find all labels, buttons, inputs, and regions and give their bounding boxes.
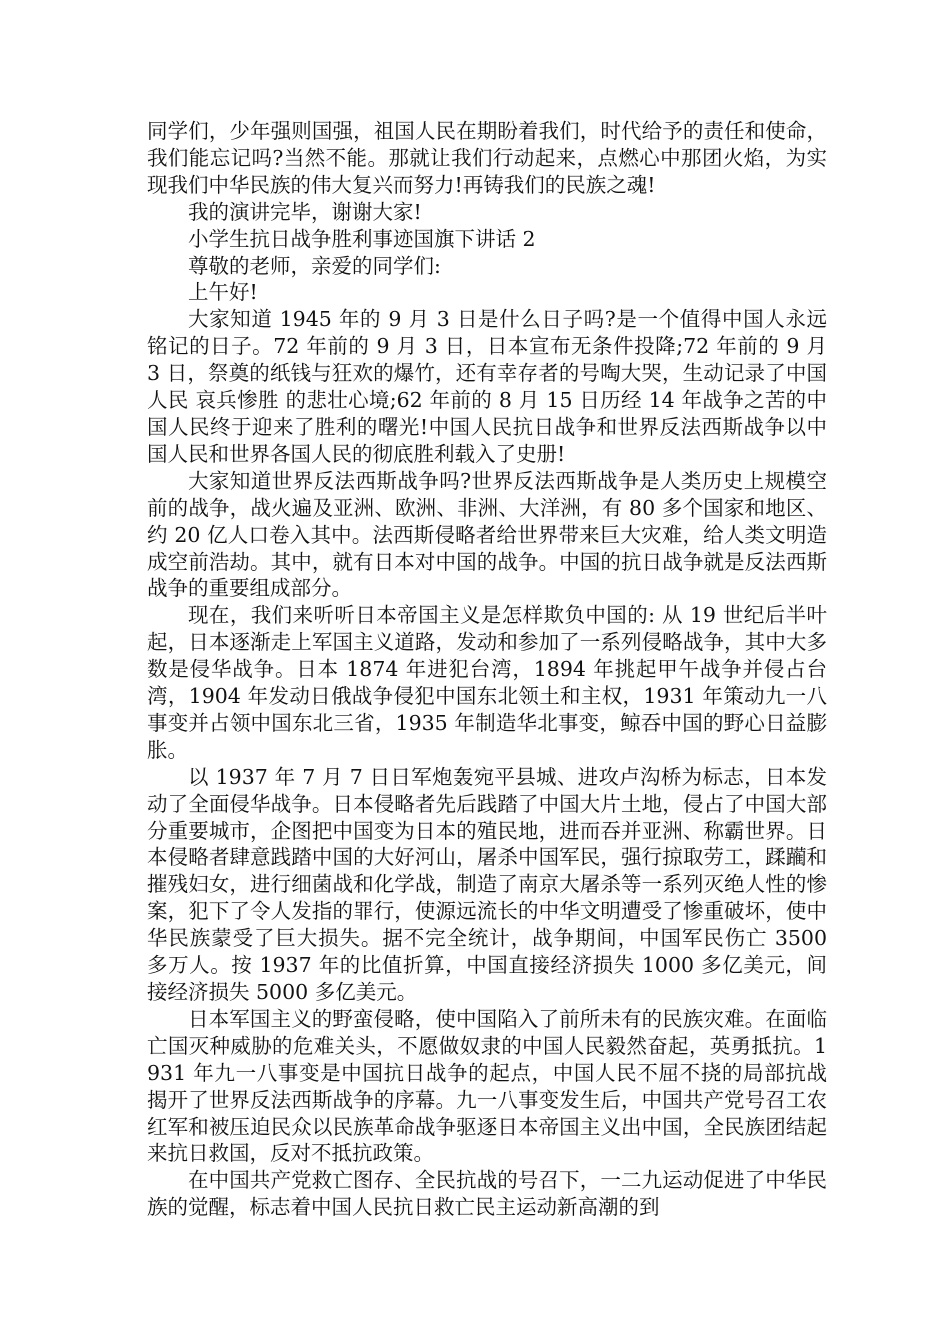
paragraph-speech-end: 我的演讲完毕，谢谢大家! [188, 199, 422, 224]
speech-title: 小学生抗日战争胜利事迹国旗下讲话 2 [188, 226, 536, 251]
paragraph-world-war: 大家知道世界反法西斯战争吗?世界反法西斯战争是人类历史上规模空前的战争，战火遍及亚洲、欧洲、非洲、大洋洲，有 80 多个国家和地区、约 20 亿人口卷入其中。法西斯侵略者给世界带来巨大灾难，给人类文明造成空前浩劫。其中，就有日本对中国的战争。中国的抗日战争就是反法西斯战争的重要组成部分。 [147, 468, 827, 601]
paragraph-closing-appeal: 同学们，少年强则国强，祖国人民在期盼着我们，时代给予的责任和使命，我们能忘记吗?当然不能。那就让我们行动起来，点燃心中那团火焰，为实现我们中华民族的伟大复兴而努力!再铸我们的民族之魂! [147, 119, 827, 197]
paragraph-salutation: 尊敬的老师，亲爱的同学们: [188, 253, 441, 278]
paragraph-sept-3: 大家知道 1945 年的 9 月 3 日是什么日子吗?是一个值得中国人永远铭记的日子。72 年前的 9 月 3 日，日本宣布无条件投降;72 年前的 9 月 3 日，祭奠的纸钱与狂欢的爆竹，还有幸存者的号啕大哭，生动记录了中国人民 哀兵惨胜 的悲壮心境;62 年前的 8 月 15 日历经 14 年战争之苦的中国人民终于迎来了胜利的曙光!中国人民抗日战争和世界反法西斯战争以中国人民和世界各国人民的彻底胜利载入了史册! [147, 307, 827, 466]
paragraph-greeting: 上午好! [188, 280, 258, 305]
paragraph-japan-aggression-history: 现在，我们来听听日本帝国主义是怎样欺负中国的: 从 19 世纪后半叶起，日本逐渐走上军国主义道路，发动和参加了一系列侵略战争，其中大多数是侵华战争。日本 1874 年进犯台湾，1894 年挑起甲午战争并侵占台湾，1904 年发动日俄战争侵犯中国东北领土和主权，1931 年策动九一八事变并占领中国东北三省，1935 年制造华北事变，鲸吞中国的野心日益膨胀。 [147, 603, 827, 762]
paragraph-full-scale-invasion: 以 1937 年 7 月 7 日日军炮轰宛平县城、进攻卢沟桥为标志，日本发动了全面侵华战争。日本侵略者先后践踏了中国大片土地，侵占了中国大部分重要城市，企图把中国变为日本的殖民地，进而吞并亚洲、称霸世界。日本侵略者肆意践踏中国的大好河山，屠杀中国军民，强行掠取劳工，蹂躏和摧残妇女，进行细菌战和化学战，制造了南京大屠杀等一系列灭绝人性的惨案，犯下了令人发指的罪行，使源远流长的中华文明遭受了惨重破坏，使中华民族蒙受了巨大损失。据不完全统计，战争期间，中国军民伤亡 3500 多万人。按 1937 年的比值折算，中国直接经济损失 1000 多亿美元，间接经济损失 5000 多亿美元。 [147, 764, 827, 1004]
paragraph-national-crisis: 日本军国主义的野蛮侵略，使中国陷入了前所未有的民族灾难。在面临亡国灭种威胁的危难关头，不愿做奴隶的中国人民毅然奋起，英勇抵抗。1931 年九一八事变是中国抗日战争的起点，中国人民不屈不挠的局部抗战揭开了世界反法西斯战争的序幕。九一八事变发生后，中国共产党号召工农红军和被压迫民众以民族革命战争驱逐日本帝国主义出中国，全民族团结起来抗日救国，反对不抵抗政策。 [147, 1006, 827, 1166]
paragraph-resistance-call: 在中国共产党救亡图存、全民抗战的号召下，一二九运动促进了中华民族的觉醒，标志着中国人民抗日救亡民主运动新高潮的到 [147, 1168, 827, 1220]
document-page [147, 118, 827, 1221]
